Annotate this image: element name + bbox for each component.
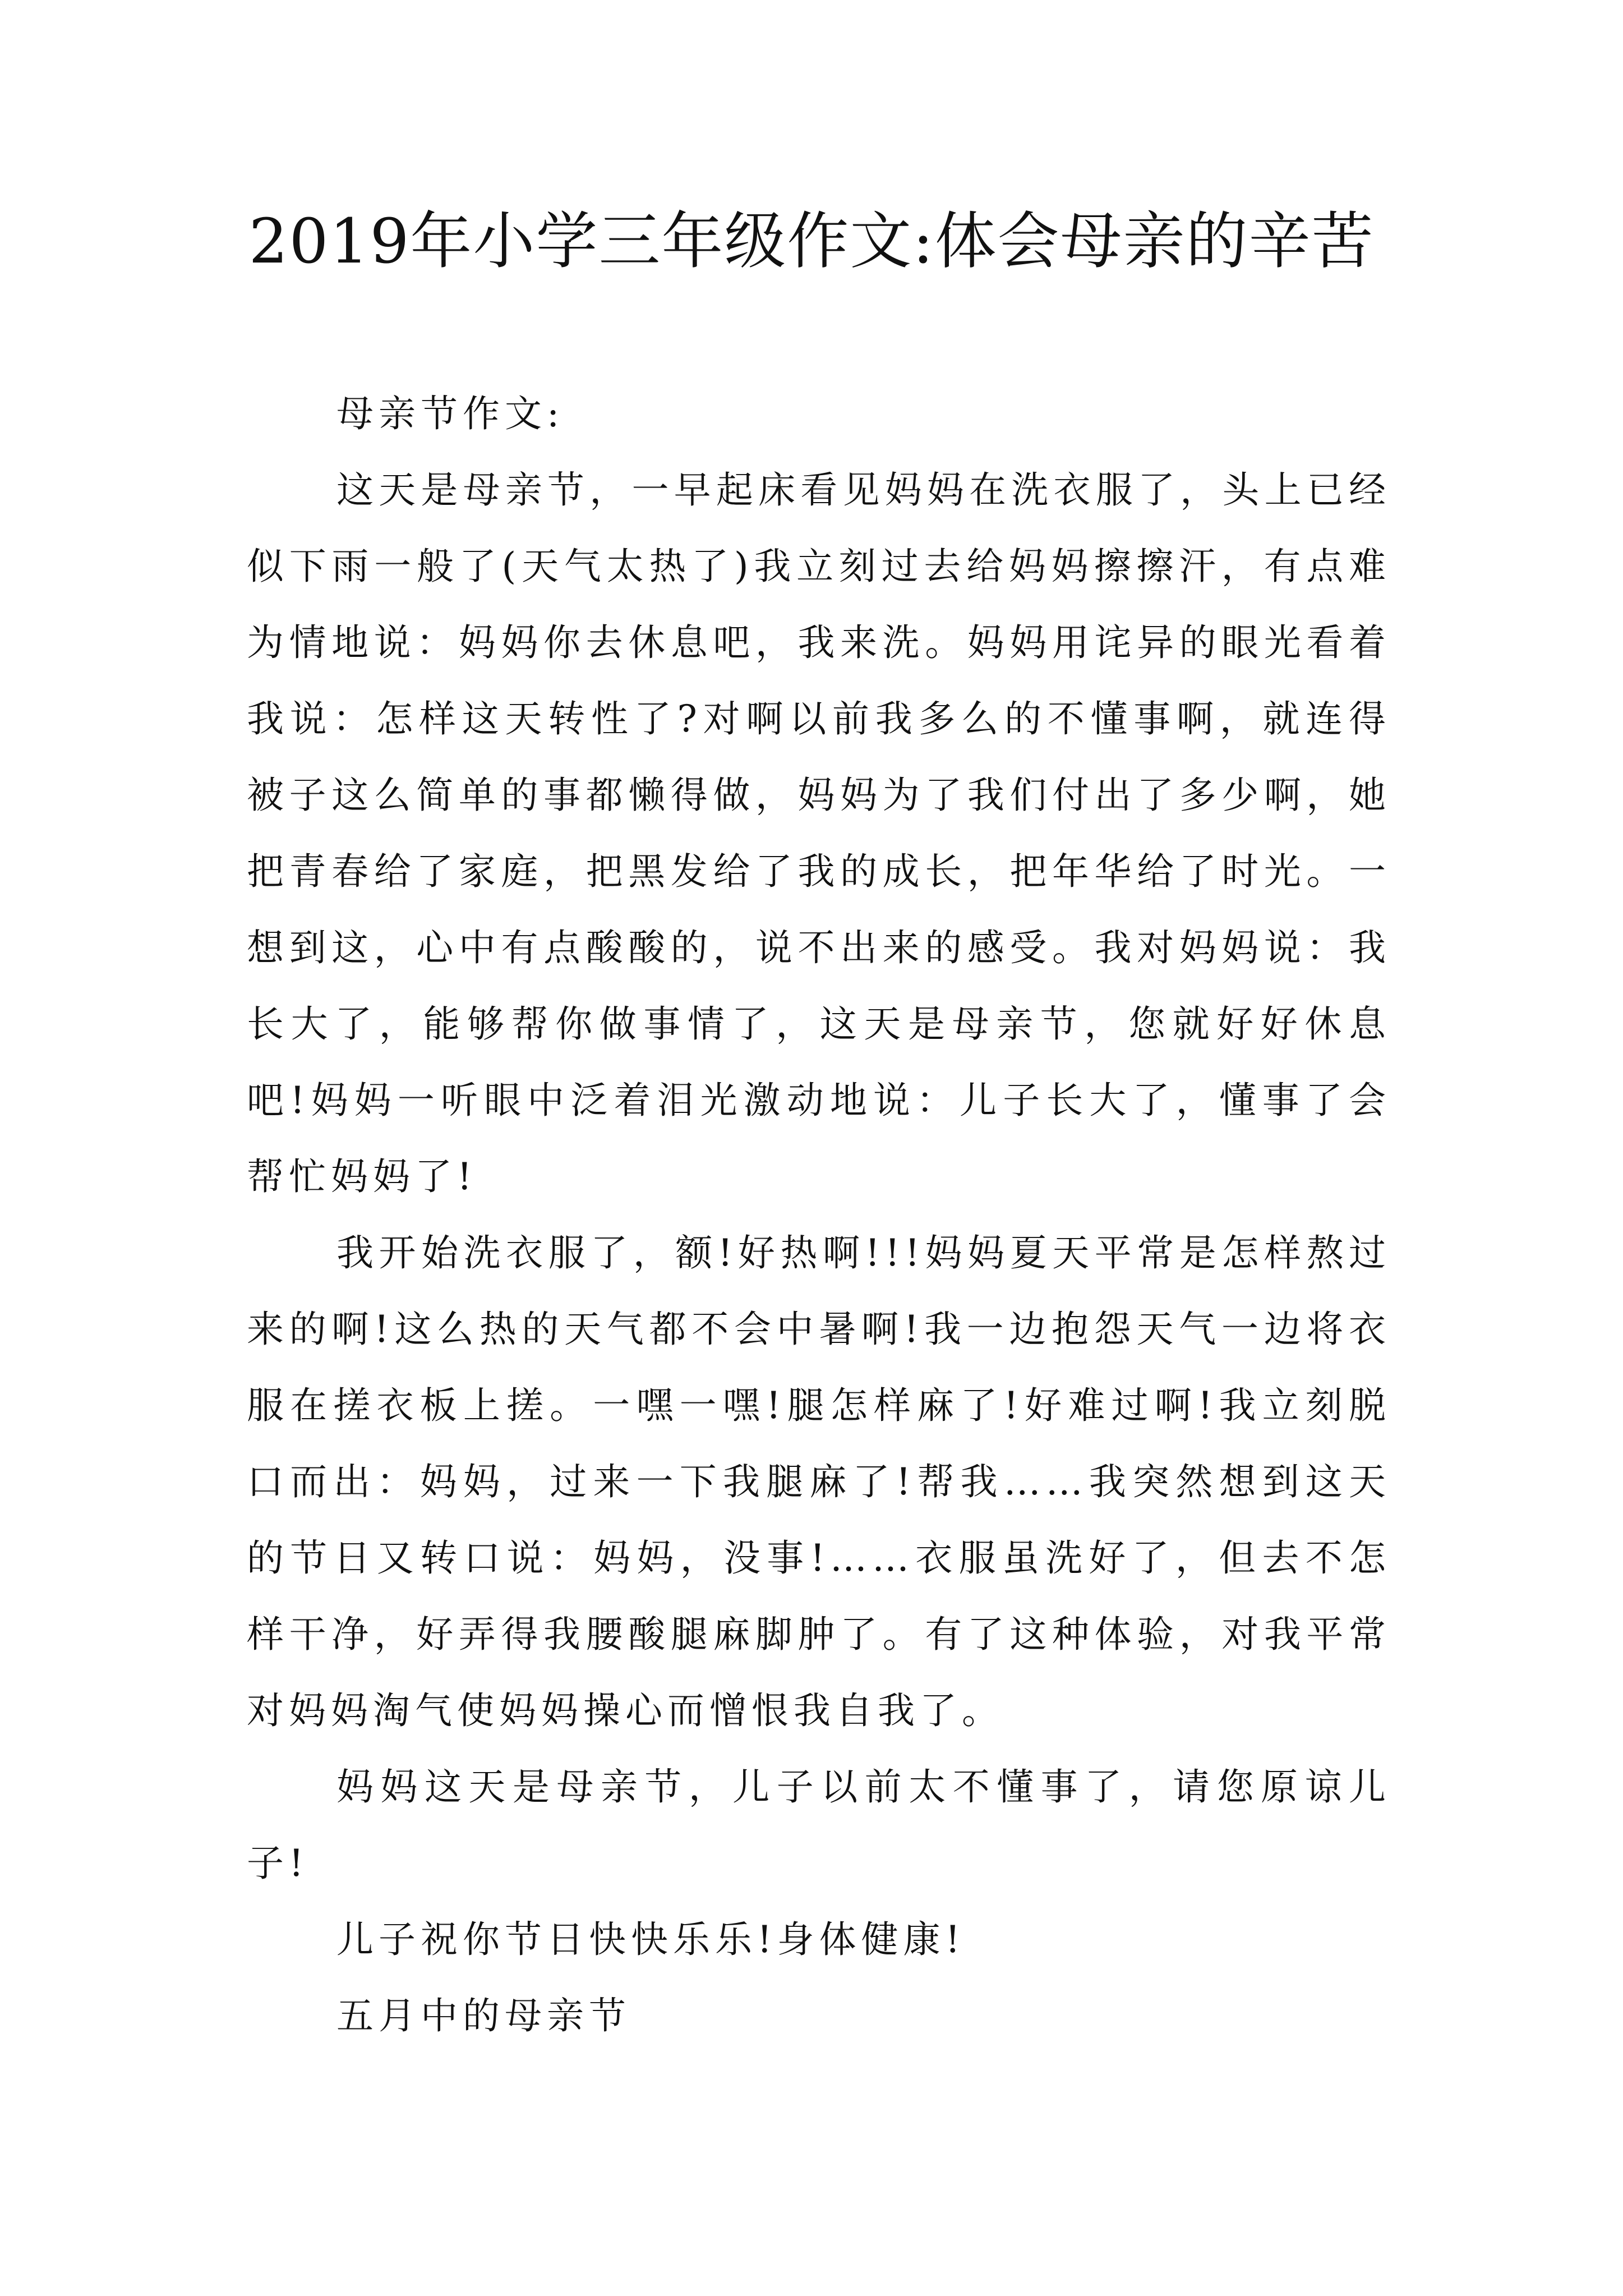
paragraph: 我开始洗衣服了，额!好热啊!!!妈妈夏天平常是怎样熬过来的啊!这么热的天气都不会中暑啊!我一边抱怨天气一边将衣服在搓衣板上搓。一嘿一嘿!腿怎样麻了!好难过啊!我立刻脱口而出：妈妈，过来一下我腿麻了!帮我……我突然想到这天的节日又转口说：妈妈，没事!……衣服虽洗好了，但去不怎样干净，好弄得我腰酸腿麻脚肿了。有了这种体验，对我平常对妈妈淘气使妈妈操心而憎恨我自我了。 [247, 1231, 1391, 1732]
paragraph: 妈妈这天是母亲节，儿子以前太不懂事了，请您原谅儿子! [247, 1765, 1391, 1885]
paragraph-signature: 五月中的母亲节 [336, 1994, 631, 2037]
document-title: 2019年小学三年级作文:体会母亲的辛苦 [248, 205, 1375, 277]
paragraph: 这天是母亲节，一早起床看见妈妈在洗衣服了，头上已经似下雨一般了(天气太热了)我立刻过去给妈妈擦擦汗，有点难为情地说：妈妈你去休息吧，我来洗。妈妈用诧异的眼光看着我说：怎样这天转性了?对啊以前我多么的不懂事啊，就连得被子这么简单的事都懒得做，妈妈为了我们付出了多少啊，她把青春给了家庭，把黑发给了我的成长，把年华给了时光。一想到这，心中有点酸酸的，说不出来的感受。我对妈妈说：我长大了，能够帮你做事情了，这天是母亲节，您就好好休息吧!妈妈一听眼中泛着泪光激动地说：儿子长大了，懂事了会帮忙妈妈了! [247, 468, 1391, 1198]
paragraph-heading: 母亲节作文: [336, 392, 565, 435]
paragraph: 儿子祝你节日快快乐乐!身体健康! [336, 1918, 966, 1961]
document-body [247, 376, 1391, 2054]
